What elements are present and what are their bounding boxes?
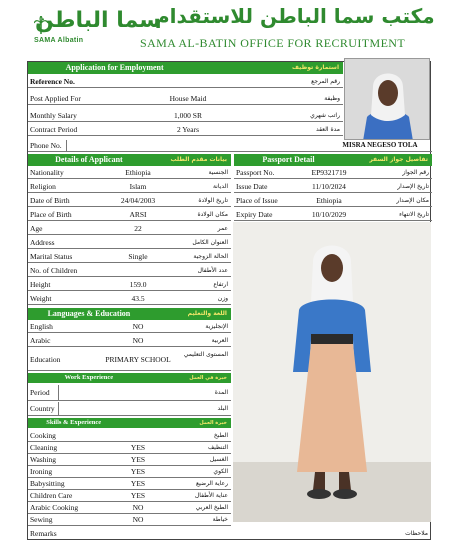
field-label: Period [30, 388, 50, 397]
form-row-period [28, 385, 231, 401]
field-label: Address [30, 238, 55, 247]
field-label: Phone No. [30, 141, 62, 150]
field-value: Ethiopia [316, 196, 342, 205]
field-label: Issue Date [236, 182, 268, 191]
section-title: Work Experience [64, 374, 114, 381]
skill-row [28, 442, 231, 454]
field-label-arabic: العنوان الكامل [192, 239, 228, 246]
office-name-arabic: مكتب سما الباطن للاستقدام [155, 4, 435, 28]
field-label-arabic: الديانة [212, 183, 228, 190]
skill-row [28, 502, 231, 514]
applicant-detail-row [28, 251, 231, 263]
applicant-full-body-photo [233, 222, 431, 522]
field-value: PRIMARY SCHOOL [105, 355, 171, 364]
field-label: Reference No. [30, 77, 75, 86]
section-title: Details of Applicant [55, 155, 123, 164]
field-value: NO [132, 503, 144, 512]
section-title: Languages & Education [47, 309, 131, 318]
skill-row [28, 466, 231, 478]
section-header-work [28, 373, 231, 383]
field-value: YES [130, 491, 146, 500]
form-row-country [28, 402, 231, 416]
field-label-arabic: تاريخ الولادة [198, 197, 228, 204]
field-value: 24/04/2003 [120, 196, 156, 205]
field-value: YES [130, 455, 146, 464]
field-label: Sewing [30, 515, 53, 524]
field-label-arabic: الطبخ العربي [195, 504, 228, 511]
field-label: Date of Birth [30, 196, 70, 205]
field-label-arabic: عمر [217, 225, 228, 232]
field-label: Education [30, 355, 61, 364]
field-label-arabic: رقم الجواز [402, 169, 429, 176]
skill-row [28, 490, 231, 502]
form-row-english [28, 321, 231, 333]
form-row-phone [28, 140, 432, 152]
section-title-arabic: اللغة والتعليم [187, 310, 227, 317]
skill-row [28, 478, 231, 490]
field-label: Nationality [30, 168, 64, 177]
field-label: Country [30, 404, 55, 413]
section-title-arabic: تفاصيل جواز السفر [369, 156, 428, 163]
field-label: No. of Children [30, 266, 78, 275]
field-label-arabic: التنظيف [207, 444, 228, 451]
field-label: Arabic Cooking [30, 503, 79, 512]
field-label: Arabic [30, 336, 51, 345]
field-label-arabic: الكوي [213, 468, 228, 475]
field-value: NO [132, 515, 144, 524]
applicant-portrait-photo [344, 58, 430, 140]
form-row-post [28, 93, 343, 105]
form-row-arabic [28, 335, 231, 347]
section-header-passport [234, 154, 432, 166]
page-header [0, 0, 451, 58]
field-label: English [30, 322, 53, 331]
applicant-detail-row [28, 181, 231, 193]
field-label-arabic: خياطة [212, 516, 228, 523]
field-value: 2 Years [176, 125, 200, 134]
field-label: Marital Status [30, 252, 73, 261]
section-title: Passport Detail [262, 155, 315, 164]
field-label: Children Care [30, 491, 73, 500]
field-label-arabic: ملاحظات [405, 530, 428, 537]
field-label-arabic: وزن [217, 295, 228, 302]
form-row-reference [28, 76, 343, 88]
field-value: 11/10/2024 [312, 182, 346, 191]
field-label: Cleaning [30, 443, 58, 452]
field-label-arabic: وظيفة [324, 95, 340, 102]
section-header-application [28, 62, 343, 74]
field-label-arabic: مدة العقد [316, 126, 340, 133]
field-value: EP9321719 [311, 168, 347, 177]
field-value: Ethiopia [125, 168, 151, 177]
field-value: YES [130, 479, 146, 488]
field-value: 1,000 SR [174, 111, 202, 120]
field-label-arabic: البلد [217, 405, 228, 412]
section-title-arabic: استمارة توظيف [291, 64, 339, 71]
field-value: YES [130, 443, 146, 452]
field-label: Place of Birth [30, 210, 72, 219]
logo-arabic: سما الباطن [35, 8, 161, 33]
logo-english: SAMA Albatin [34, 37, 84, 44]
section-header-applicant [28, 154, 231, 166]
field-label: Passport No. [236, 168, 275, 177]
section-title-arabic: خبرة في العمل [189, 375, 227, 381]
field-label-arabic: عناية الأطفال [194, 492, 228, 499]
applicant-detail-row [28, 279, 231, 291]
section-title-arabic: بيانات مقدم الطلب [170, 156, 227, 163]
field-value: 159.0 [129, 280, 147, 289]
field-label-arabic: مكان الولادة [197, 211, 228, 218]
applicant-detail-row [28, 223, 231, 235]
applicant-detail-row [28, 293, 231, 305]
field-label-arabic: مكان الإصدار [396, 197, 429, 204]
field-value: YES [130, 467, 146, 476]
field-value: 43.5 [131, 294, 145, 303]
section-title-arabic: خبرة العمل [199, 420, 227, 426]
section-title: Application for Employment [65, 63, 164, 72]
field-label: Religion [30, 182, 56, 191]
field-value [108, 76, 268, 87]
passport-detail-row [234, 209, 432, 221]
field-label: Post Applied For [30, 94, 81, 103]
field-label-arabic: رقم المرجع [311, 78, 340, 85]
field-label: Place of Issue [236, 196, 278, 205]
applicant-detail-row [28, 237, 231, 249]
section-title: Skills & Experience [46, 419, 102, 426]
field-label-arabic: راتب شهري [310, 112, 340, 119]
field-label: Expiry Date [236, 210, 273, 219]
skill-row [28, 454, 231, 466]
field-label: Weight [30, 294, 52, 303]
applicant-name: MISRA NEGESO TOLA [342, 141, 418, 149]
field-label-arabic: تاريخ الانتهاء [399, 211, 429, 218]
field-label-arabic: العربية [211, 337, 228, 344]
field-value: 22 [134, 224, 142, 233]
field-value: NO [132, 336, 144, 345]
form-row-salary [28, 110, 343, 122]
passport-detail-row [234, 195, 432, 207]
field-label: Age [30, 224, 43, 233]
field-label: Contract Period [30, 125, 78, 134]
passport-detail-row [234, 181, 432, 193]
field-value: NO [132, 322, 144, 331]
field-value: Islam [129, 182, 147, 191]
office-name-english: SAMA AL-BATIN OFFICE FOR RECRUITMENT [140, 36, 406, 50]
form-row-remarks [28, 528, 432, 540]
field-label-arabic: تاريخ الإصدار [397, 183, 429, 190]
field-label-arabic: عدد الأطفال [197, 267, 228, 274]
field-label-arabic: ارتفاع [213, 281, 228, 288]
field-label-arabic: المستوى التعليمي [183, 351, 228, 358]
field-value: ARSI [129, 210, 147, 219]
field-value: Single [128, 252, 148, 261]
applicant-detail-row [28, 167, 231, 179]
field-label-arabic: المدة [214, 389, 228, 396]
field-label-arabic: الجنسية [208, 169, 228, 176]
field-label: Washing [30, 455, 57, 464]
skill-row [28, 514, 231, 526]
field-label: Remarks [30, 529, 57, 538]
field-label: Cooking [30, 431, 56, 440]
field-label-arabic: الحالة الزوجية [193, 253, 228, 260]
field-label: Ironing [30, 467, 53, 476]
passport-detail-row [234, 167, 432, 179]
section-header-languages [28, 308, 231, 320]
field-label: Height [30, 280, 51, 289]
section-header-skills [28, 418, 231, 428]
field-value: House Maid [169, 94, 207, 103]
field-label-arabic: الغسيل [209, 456, 228, 463]
form-row-education [28, 349, 231, 371]
field-label-arabic: الإنجليزية [205, 323, 228, 330]
applicant-detail-row [28, 265, 231, 277]
field-label-arabic: الطبخ [213, 432, 228, 439]
field-label-arabic: رعاية الرضيع [195, 480, 228, 487]
form-row-contract [28, 124, 343, 136]
applicant-detail-row [28, 209, 231, 221]
field-label: Babysitting [30, 479, 65, 488]
skill-row [28, 430, 231, 442]
applicant-detail-row [28, 195, 231, 207]
field-label: Monthly Salary [30, 111, 77, 120]
field-value: 10/10/2029 [311, 210, 347, 219]
